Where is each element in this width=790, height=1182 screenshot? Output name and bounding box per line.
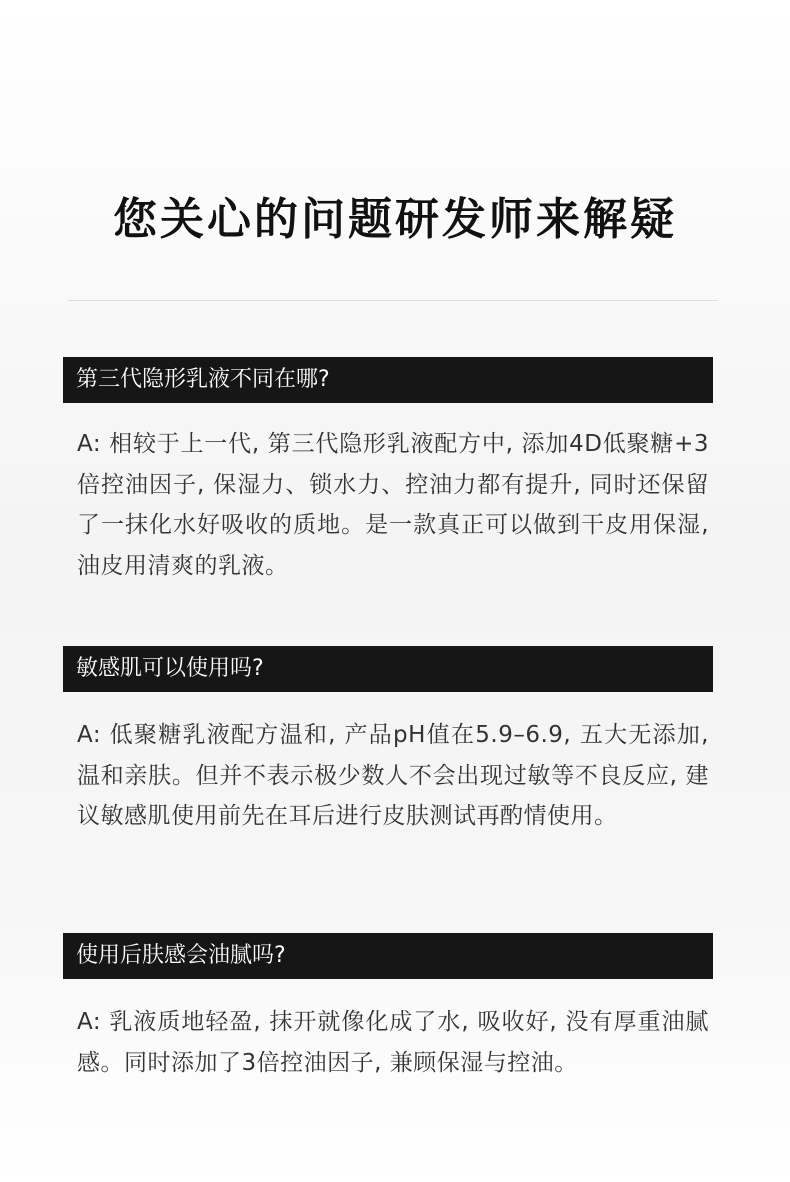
faq-question-greasiness: 使用后肤感会油腻吗? [63, 933, 713, 979]
title-divider [68, 300, 718, 301]
faq-question-sensitive-skin: 敏感肌可以使用吗? [63, 646, 713, 692]
faq-answer-sensitive-skin: A: 低聚糖乳液配方温和, 产品pH值在5.9–6.9, 五大无添加, 温和亲肤。但并不表示极少数人不会出现过敏等不良反应, 建议敏感肌使用前先在耳后进行皮肤测试再酌情使用。 [77, 722, 709, 829]
faq-question-differences: 第三代隐形乳液不同在哪? [63, 357, 713, 403]
faq-answer-differences: A: 相较于上一代, 第三代隐形乳液配方中, 添加4D低聚糖+3倍控油因子, 保湿力、锁水力、控油力都有提升, 同时还保留了一抹化水好吸收的质地。是一款真正可以做到干皮用保湿, 油皮用清爽的乳液。 [77, 431, 709, 579]
faq-answer-greasiness: A: 乳液质地轻盈, 抹开就像化成了水, 吸收好, 没有厚重油腻感。同时添加了3倍控油因子, 兼顾保湿与控油。 [77, 1009, 709, 1076]
page-title: 您关心的问题研发师来解疑 [113, 194, 677, 245]
